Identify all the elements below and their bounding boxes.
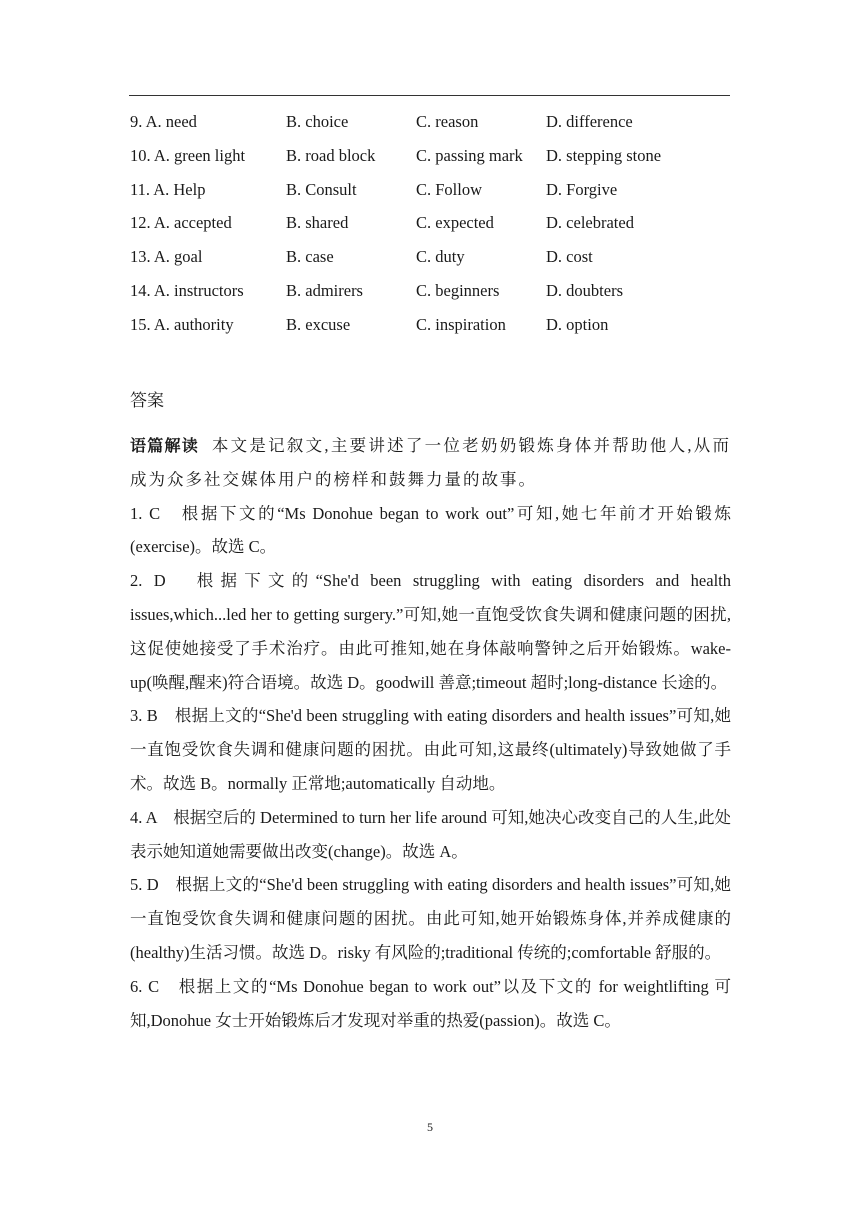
option-row: [130, 209, 730, 243]
option-d: D. stepping stone: [546, 145, 662, 165]
answer-body: [130, 429, 731, 1037]
option-a: 11. A. Help: [130, 179, 206, 199]
option-table: [130, 108, 730, 345]
option-a: 9. A. need: [130, 112, 197, 131]
header-rule: [129, 95, 730, 96]
option-b: B. choice: [286, 112, 349, 131]
option-c: C. expected: [416, 213, 494, 233]
option-d: D. cost: [546, 247, 593, 267]
option-b: B. admirers: [286, 280, 363, 300]
option-a: 15. A. authority: [130, 314, 234, 334]
option-row: [130, 108, 730, 142]
option-c: C. beginners: [416, 280, 500, 300]
answer-item: 1. C 根据下文的“Ms Donohue began to work out”可知,她七年前才开始锻炼(exercise)。故选 C。: [130, 503, 731, 557]
answer-heading: 答案: [130, 391, 164, 411]
option-a: 10. A. green light: [130, 145, 246, 165]
option-c: C. passing mark: [416, 145, 523, 165]
answer-item: 3. B 根据上文的“She'd been struggling with eating disorders and health issues”可知,她一直饱受饮食失调和健康问题的困扰。由此可知,这最终(ultimately)导致她做了手术。故选 B。normally 正常地;automatically 自动地。: [130, 706, 731, 793]
option-row: [130, 277, 730, 311]
option-d: D. Forgive: [546, 179, 618, 199]
option-d: D. difference: [546, 112, 633, 131]
option-b: B. excuse: [286, 314, 351, 334]
option-row: [130, 311, 730, 345]
answer-item: 2. D 根据下文的“She'd been struggling with eating disorders and health issues,which...led her to getting surgery.”可知,她一直饱受饮食失调和健康问题的困扰,这促使她接受了手术治疗。由此可推知,她在身体敲响警钟之后开始锻炼。wake-up(唤醒,醒来)符合语境。故选 D。goodwill 善意;timeout 超时;long-distance 长途的。: [130, 571, 731, 692]
analysis-text: 本文是记叙文,主要讲述了一位老奶奶锻炼身体并帮助他人,从而成为众多社交媒体用户的榜样和鼓舞力量的故事。: [130, 436, 731, 489]
option-row: [130, 176, 730, 210]
answer-item: 5. D 根据上文的“She'd been struggling with eating disorders and health issues”可知,她一直饱受饮食失调和健康问题的困扰。由此可知,她开始锻炼身体,并养成健康的(healthy)生活习惯。故选 D。risky 有风险的;traditional 传统的;comfortable 舒服的。: [130, 875, 731, 962]
option-c: C. inspiration: [416, 314, 506, 334]
option-a: 13. A. goal: [130, 247, 203, 267]
option-c: C. duty: [416, 247, 465, 267]
option-c: C. Follow: [416, 179, 483, 199]
option-d: D. celebrated: [546, 213, 634, 233]
option-b: B. Consult: [286, 179, 357, 199]
option-b: B. shared: [286, 213, 349, 233]
option-row: [130, 142, 730, 176]
analysis-label: 语篇解读: [130, 436, 200, 455]
passage-analysis: [130, 429, 731, 497]
answer-item: 6. C 根据上文的“Ms Donohue began to work out”以及下文的 for weightlifting 可知,Donohue 女士开始锻炼后才发现对举重的热爱(passion)。故选 C。: [130, 976, 731, 1030]
option-a: 14. A. instructors: [130, 280, 244, 300]
answer-item: 4. A 根据空后的 Determined to turn her life around 可知,她决心改变自己的人生,此处表示她知道她需要做出改变(change)。故选 A。: [130, 807, 731, 861]
option-b: B. case: [286, 247, 334, 267]
page-number: 5: [427, 1120, 433, 1134]
option-a: 12. A. accepted: [130, 213, 232, 233]
option-b: B. road block: [286, 145, 376, 165]
option-d: D. option: [546, 314, 609, 334]
option-d: D. doubters: [546, 280, 623, 300]
option-row: [130, 243, 730, 277]
option-c: C. reason: [416, 112, 479, 131]
